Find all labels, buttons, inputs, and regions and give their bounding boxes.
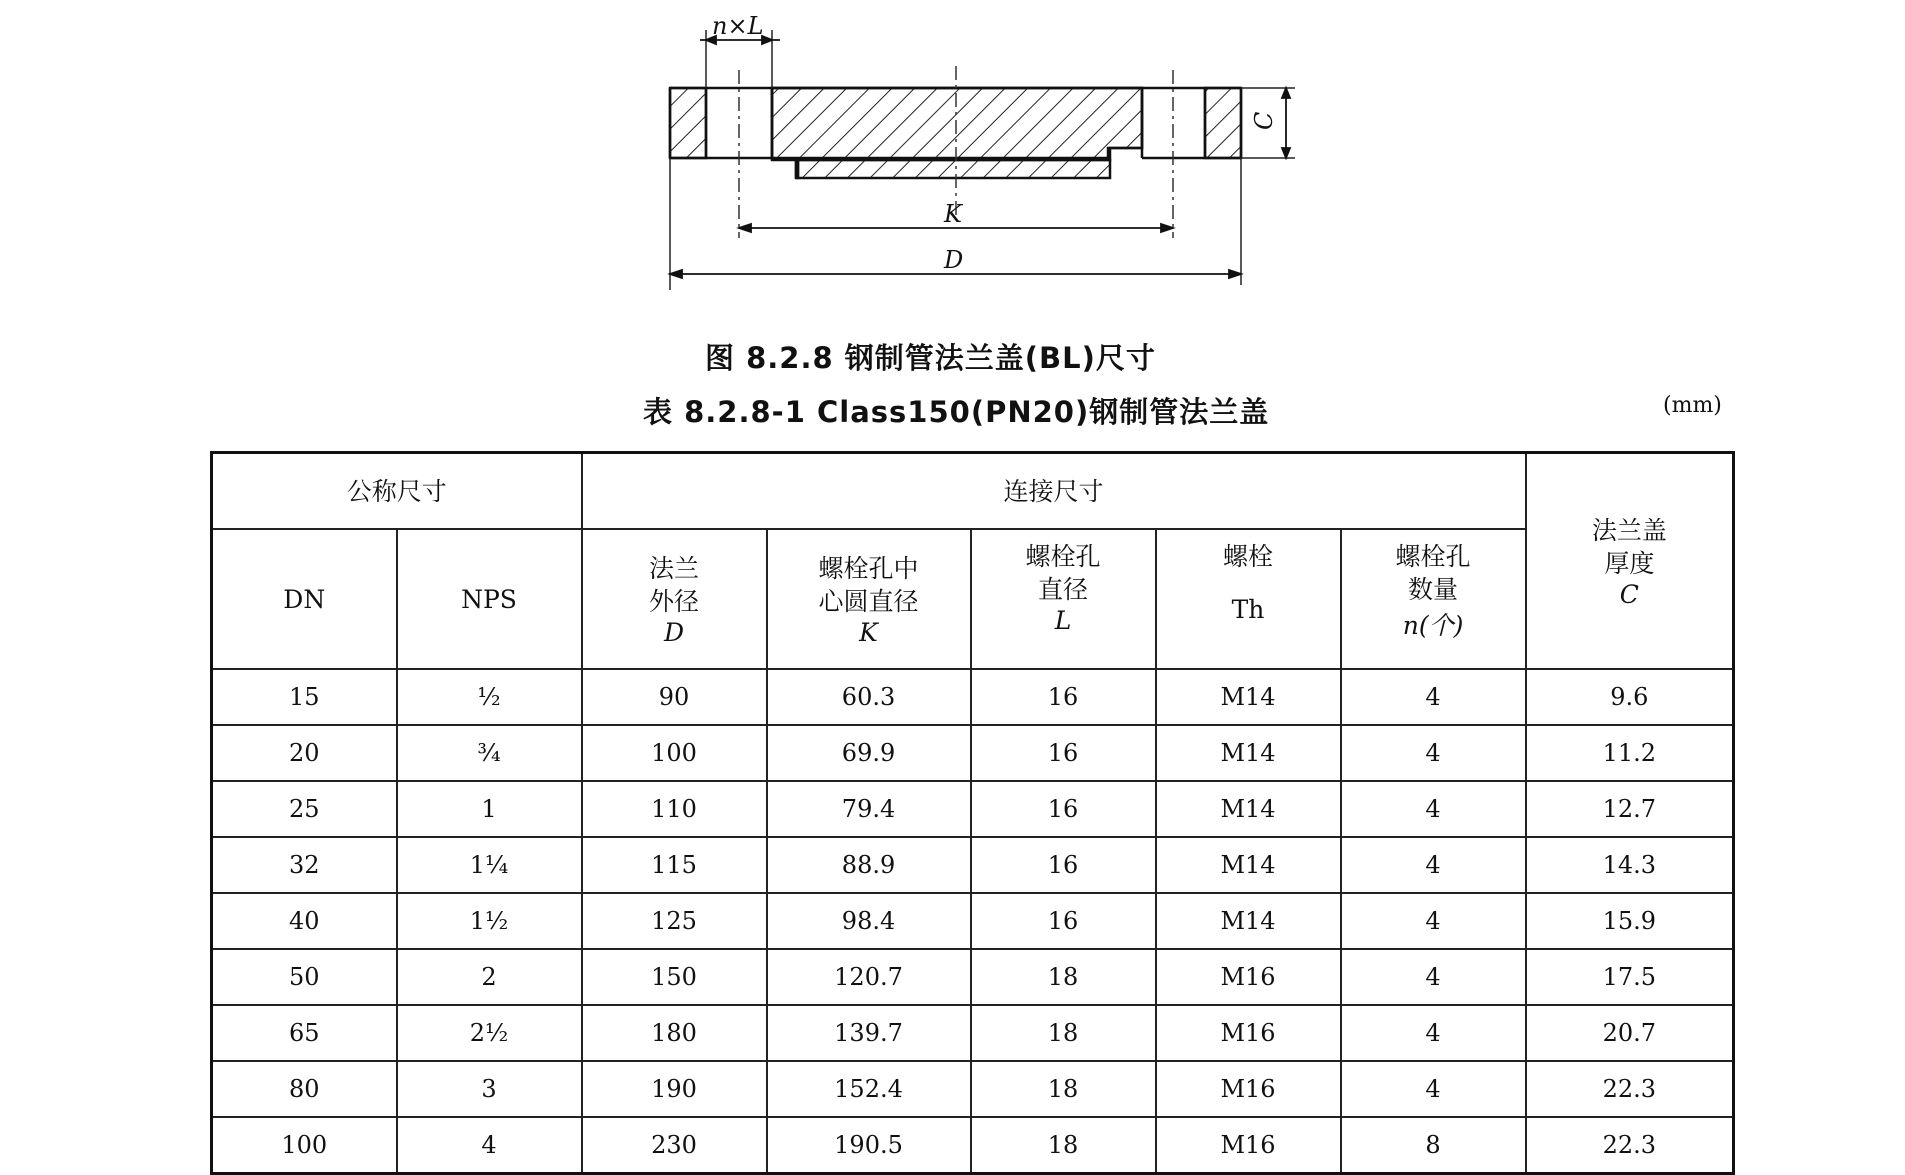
cell-k: 190.5 — [767, 1117, 971, 1174]
cell-th: M16 — [1156, 1117, 1341, 1174]
cell-c: 11.2 — [1526, 725, 1734, 781]
cell-n: 4 — [1341, 1005, 1526, 1061]
cell-n: 4 — [1341, 669, 1526, 725]
cell-n: 8 — [1341, 1117, 1526, 1174]
cell-k: 152.4 — [767, 1061, 971, 1117]
cell-d: 115 — [582, 837, 767, 893]
table-caption: 表 8.2.8-1 Class150(PN20)钢制管法兰盖 — [643, 395, 1270, 429]
cell-d: 190 — [582, 1061, 767, 1117]
cell-l: 18 — [971, 1061, 1156, 1117]
cell-dn: 40 — [212, 893, 397, 949]
cell-k: 60.3 — [767, 669, 971, 725]
cell-k: 98.4 — [767, 893, 971, 949]
cell-c: 12.7 — [1526, 781, 1734, 837]
table-row — [212, 669, 1734, 725]
unit-label: (mm) — [1663, 393, 1722, 418]
cell-n: 4 — [1341, 781, 1526, 837]
cell-nps: 1 — [397, 781, 582, 837]
cell-l: 16 — [971, 725, 1156, 781]
cell-d: 90 — [582, 669, 767, 725]
cell-n: 4 — [1341, 725, 1526, 781]
cell-d: 150 — [582, 949, 767, 1005]
header-bolt-qty: 螺栓孔 数量 n(个) — [1341, 529, 1526, 669]
header-thickness-l2: 厚度 — [1604, 548, 1655, 578]
cell-l: 18 — [971, 1117, 1156, 1174]
header-thickness-sym: C — [1619, 579, 1639, 609]
cell-d: 125 — [582, 893, 767, 949]
cell-c: 22.3 — [1526, 1117, 1734, 1174]
cell-l: 16 — [971, 781, 1156, 837]
cell-c: 15.9 — [1526, 893, 1734, 949]
header-nps: NPS — [397, 529, 582, 669]
cell-dn: 20 — [212, 725, 397, 781]
cell-k: 139.7 — [767, 1005, 971, 1061]
cell-l: 16 — [971, 669, 1156, 725]
cell-nps: 2 — [397, 949, 582, 1005]
dim-label-nxl: n×L — [712, 12, 764, 40]
table-row — [212, 949, 1734, 1005]
cell-th: M16 — [1156, 949, 1341, 1005]
cell-l: 18 — [971, 1005, 1156, 1061]
header-dn: DN — [212, 529, 397, 669]
header-nominal-size: 公称尺寸 — [212, 453, 582, 530]
dim-label-d: D — [944, 246, 964, 274]
table-row — [212, 1117, 1734, 1174]
header-thickness-l1: 法兰盖 — [1591, 515, 1667, 545]
cell-dn: 50 — [212, 949, 397, 1005]
cell-c: 9.6 — [1526, 669, 1734, 725]
table-row — [212, 1061, 1734, 1117]
table-row — [212, 837, 1734, 893]
table-row — [212, 725, 1734, 781]
cell-dn: 15 — [212, 669, 397, 725]
header-flange-od: 法兰 外径 D — [582, 529, 767, 669]
cell-k: 79.4 — [767, 781, 971, 837]
cell-n: 4 — [1341, 949, 1526, 1005]
header-bolt-circle: 螺栓孔中 心圆直径 K — [767, 529, 971, 669]
cell-th: M14 — [1156, 781, 1341, 837]
cell-nps: 1¼ — [397, 837, 582, 893]
cell-d: 110 — [582, 781, 767, 837]
cell-l: 18 — [971, 949, 1156, 1005]
cell-d: 230 — [582, 1117, 767, 1174]
blind-flange-drawing — [640, 0, 1300, 300]
cell-th: M14 — [1156, 725, 1341, 781]
cell-dn: 80 — [212, 1061, 397, 1117]
cell-k: 88.9 — [767, 837, 971, 893]
cell-c: 20.7 — [1526, 1005, 1734, 1061]
cell-th: M14 — [1156, 837, 1341, 893]
cell-l: 16 — [971, 893, 1156, 949]
header-bolt-hole-dia: 螺栓孔 直径 L — [971, 529, 1156, 669]
cell-l: 16 — [971, 837, 1156, 893]
cell-n: 4 — [1341, 837, 1526, 893]
cell-th: M16 — [1156, 1061, 1341, 1117]
cell-nps: 1½ — [397, 893, 582, 949]
cell-th: M14 — [1156, 893, 1341, 949]
cell-c: 14.3 — [1526, 837, 1734, 893]
header-thickness — [1526, 453, 1734, 670]
dim-label-k: K — [944, 200, 962, 228]
table-row — [212, 781, 1734, 837]
cell-n: 4 — [1341, 1061, 1526, 1117]
cell-th: M16 — [1156, 1005, 1341, 1061]
cell-d: 100 — [582, 725, 767, 781]
dim-label-c: C — [1250, 111, 1278, 130]
figure-caption: 图 8.2.8 钢制管法兰盖(BL)尺寸 — [705, 341, 1156, 375]
cell-dn: 32 — [212, 837, 397, 893]
cell-k: 69.9 — [767, 725, 971, 781]
cell-d: 180 — [582, 1005, 767, 1061]
cell-n: 4 — [1341, 893, 1526, 949]
cell-c: 17.5 — [1526, 949, 1734, 1005]
cell-nps: 3 — [397, 1061, 582, 1117]
table-row — [212, 893, 1734, 949]
table-body — [212, 669, 1734, 1174]
cell-dn: 100 — [212, 1117, 397, 1174]
cell-nps: 4 — [397, 1117, 582, 1174]
cell-th: M14 — [1156, 669, 1341, 725]
cell-nps: ½ — [397, 669, 582, 725]
header-connection-size: 连接尺寸 — [582, 453, 1526, 530]
flange-dimension-table — [210, 451, 1735, 1175]
cell-dn: 25 — [212, 781, 397, 837]
cell-nps: ¾ — [397, 725, 582, 781]
cell-nps: 2½ — [397, 1005, 582, 1061]
header-bolt: 螺栓 Th — [1156, 529, 1341, 669]
cell-c: 22.3 — [1526, 1061, 1734, 1117]
cell-k: 120.7 — [767, 949, 971, 1005]
cell-dn: 65 — [212, 1005, 397, 1061]
table-row — [212, 1005, 1734, 1061]
